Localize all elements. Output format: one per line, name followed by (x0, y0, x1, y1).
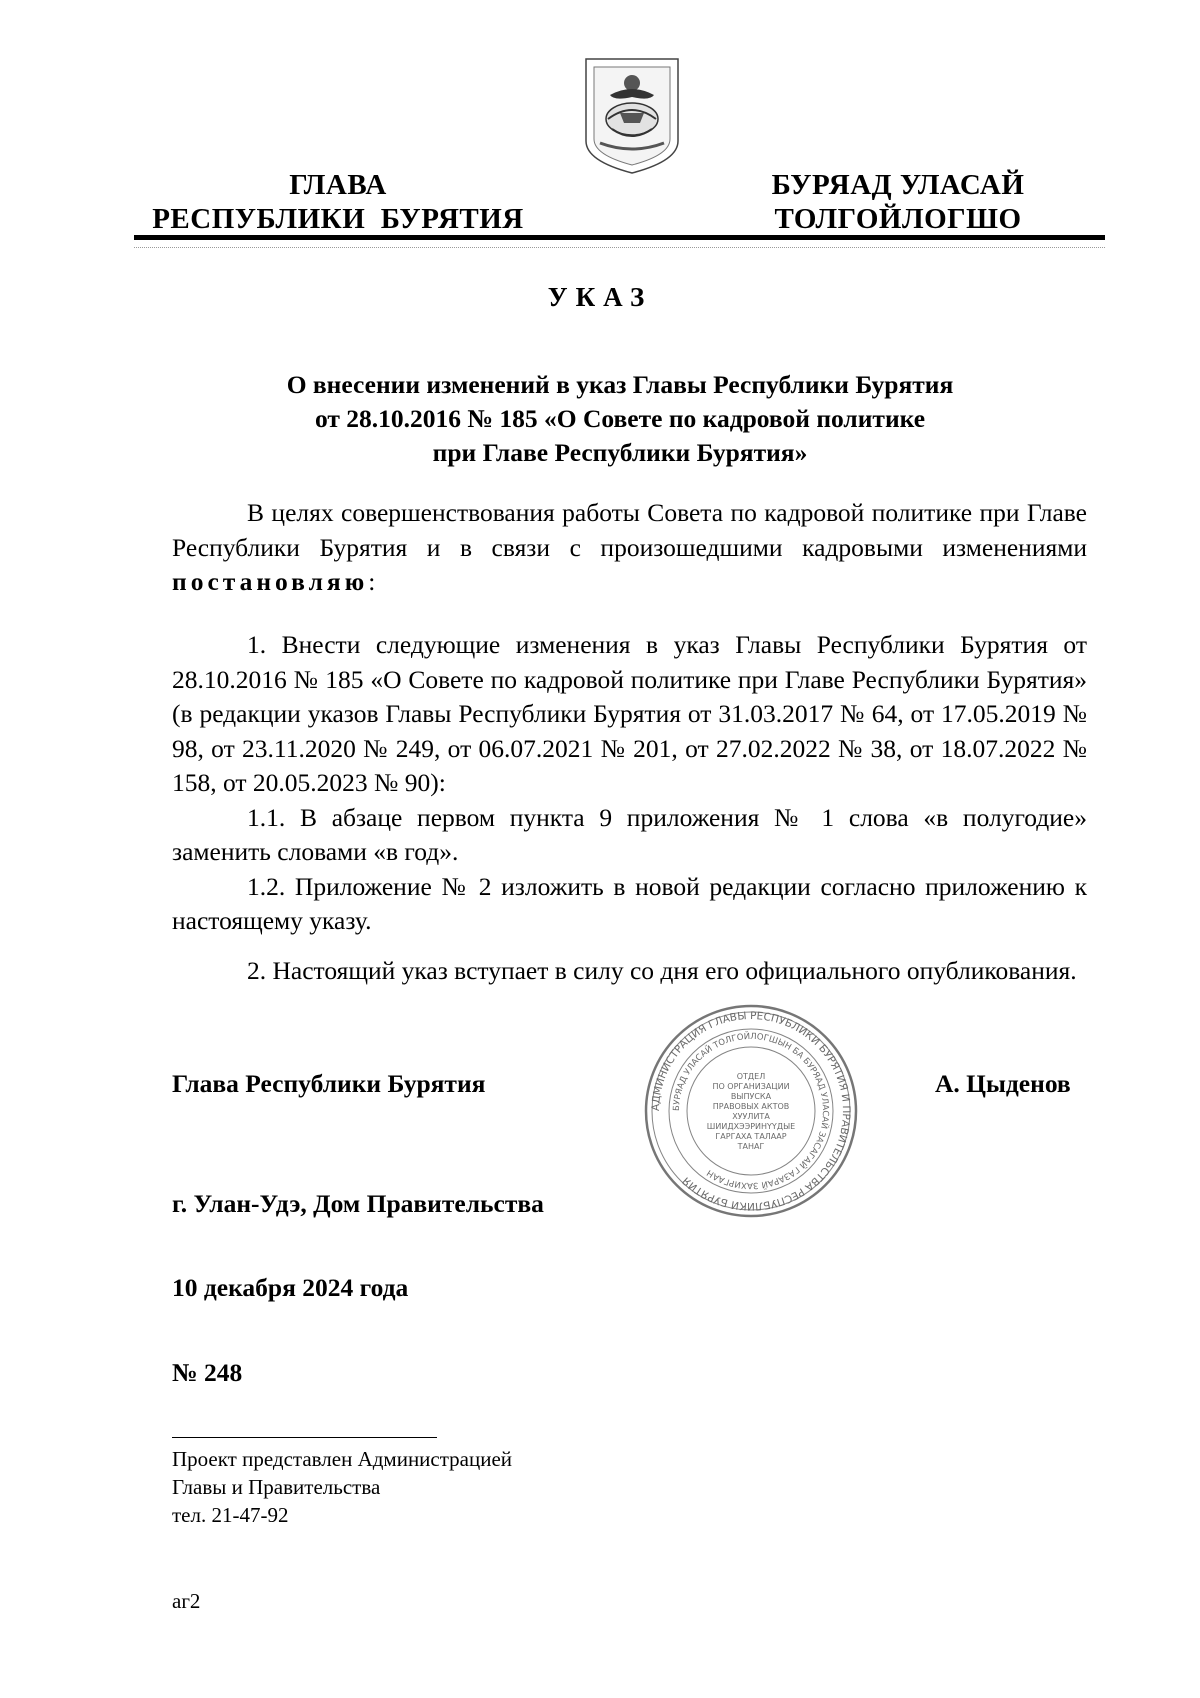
footnote-line: Проект представлен Администрацией (172, 1447, 513, 1471)
document-code: аг2 (172, 1589, 201, 1613)
svg-text:ВЫПУСКА: ВЫПУСКА (730, 1092, 772, 1101)
footnote (172, 1445, 512, 1529)
preamble-paragraph (172, 496, 1087, 600)
svg-text:ШИИДХЭЭРИНҮҮДЫЕ: ШИИДХЭЭРИНҮҮДЫЕ (706, 1122, 796, 1131)
document-title-line: от 28.10.2016 № 185 «О Совете по кадровой политике (314, 404, 926, 433)
svg-text:ГАРГАХА ТАЛААР: ГАРГАХА ТАЛААР (715, 1132, 787, 1141)
signatory-name: А. Цыденов (935, 1069, 1071, 1098)
issuer-name-ru-line: РЕСПУБЛИКИ БУРЯТИЯ (152, 203, 524, 235)
issuer-name-bua-line: ТОЛГОЙЛОГШО (774, 203, 1022, 235)
signing-date: 10 декабря 2024 года (172, 1273, 409, 1302)
coat-of-arms-icon (580, 53, 684, 176)
document-title (160, 368, 1080, 470)
document-title-line: О внесении изменений в указ Главы Республики Бурятия (286, 370, 954, 399)
preamble-colon: : (368, 567, 376, 596)
decree-number: № 248 (172, 1358, 243, 1387)
preamble-text: В целях совершенствования работы Совета по кадровой политике при Главе Республики Бурятия и в связи с произошедшими кадровыми изменениями (172, 498, 1087, 562)
svg-text:АДМИНИСТРАЦИЯ ГЛАВЫ РЕСПУБЛИКИ: АДМИНИСТРАЦИЯ ГЛАВЫ РЕСПУБЛИКИ БУРЯТИЯ И ПРАВИТЕЛЬСТВА РЕСПУБЛИКИ БУРЯТИЯ (649, 1009, 853, 1213)
svg-text:ТАНАГ: ТАНАГ (737, 1142, 765, 1151)
svg-text:ХУУЛИТА: ХУУЛИТА (732, 1112, 770, 1121)
decree-keyword: постановляю (172, 567, 369, 596)
decree-item: 1.2. Приложение № 2 изложить в новой редакции согласно приложению к настоящему указу. (172, 871, 1087, 935)
document-title-line: при Главе Республики Бурятия» (432, 438, 808, 467)
header-rule (134, 235, 1105, 240)
signatory-title: Глава Республики Бурятия (172, 1069, 486, 1098)
footnote-rule (172, 1437, 437, 1438)
decree-item: 1. Внести следующие изменения в указ Главы Республики Бурятия от 28.10.2016 № 185 «О Совете по кадровой политике при Главе Республики Бурятия» (в редакции указов Главы Республики Бурятия от 31.03.2017 № 64, от 17.05.2019 № 98, от 23.11.2020 № 249, от 06.07.2021 № 201, от 27.02.2022 № 38, от 18.07.2022 № 158, от 20.05.2023 № 90): (172, 630, 1087, 797)
final-item-paragraph (172, 954, 1087, 989)
document-type: УКАЗ (547, 282, 653, 312)
svg-text:БУРЯАД УЛАСАЙ ТОЛГОЙЛОГШЫН БА: БУРЯАД УЛАСАЙ ТОЛГОЙЛОГШЫН БА БУРЯАД УЛАСАЙ ЗАСАГАЙ ГАЗАРАЙ ЗАХИРГААН (671, 1031, 831, 1191)
svg-text:ПО ОРГАНИЗАЦИИ: ПО ОРГАНИЗАЦИИ (712, 1082, 790, 1091)
decree-items (172, 628, 1087, 939)
svg-text:ПРАВОВЫХ АКТОВ: ПРАВОВЫХ АКТОВ (712, 1102, 790, 1111)
footnote-line: тел. 21-47-92 (172, 1503, 289, 1527)
footnote-line: Главы и Правительства (172, 1475, 381, 1499)
decree-item: 1.1. В абзаце первом пункта 9 приложения № 1 слова «в полугодие» заменить словами «в год». (172, 802, 1087, 866)
official-stamp (643, 1003, 859, 1219)
issuer-name-bua-line: БУРЯАД УЛАСАЙ (771, 169, 1025, 201)
issuer-name-bua (728, 168, 1068, 236)
decree-item: 2. Настоящий указ вступает в силу со дня его официального опубликования. (247, 956, 1077, 985)
header-rule-thin (134, 247, 1105, 248)
issuer-name-ru-line: ГЛАВА (289, 169, 387, 201)
signing-place: г. Улан-Удэ, Дом Правительства (172, 1189, 544, 1218)
svg-text:ОТДЕЛ: ОТДЕЛ (736, 1072, 766, 1081)
issuer-name-ru (148, 168, 528, 236)
